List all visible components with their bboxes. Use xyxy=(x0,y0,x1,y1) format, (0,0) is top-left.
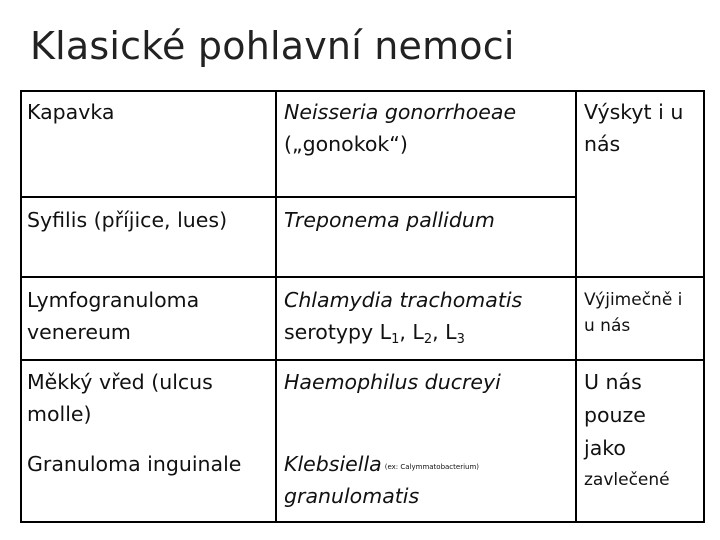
agent-haemophilus: Haemophilus ducreyi xyxy=(284,370,501,394)
occurrence-common-line2: nás xyxy=(584,132,621,156)
agent-neisseria: Neisseria gonorrhoeae xyxy=(284,100,517,124)
agent-chlamydia-serotypes: serotypy $L_1$, $L_2$, $L_3$ xyxy=(284,320,465,347)
disease-chancroid-line2: molle) xyxy=(27,402,92,426)
disease-granuloma-inguinale: Granuloma inguinale xyxy=(27,452,242,476)
disease-lymphogranuloma-line1: Lymfogranuloma xyxy=(27,288,200,312)
table-divider-row2 xyxy=(20,276,705,278)
page-title: Klasické pohlavní nemoci xyxy=(30,24,515,68)
table-divider-row1 xyxy=(20,196,577,198)
table-border-left xyxy=(20,90,22,523)
table-divider-row3 xyxy=(20,359,705,361)
disease-lymphogranuloma-line2: venereum xyxy=(27,320,131,344)
disease-chancroid-line1: Měkký vřed (ulcus xyxy=(27,370,213,394)
agent-klebsiella: Klebsiella (ex: Calymmatobacterium) xyxy=(284,452,480,476)
table-divider-col1 xyxy=(275,90,277,523)
agent-neisseria-alias: („gonokok“) xyxy=(284,132,408,156)
agent-klebsiella-species: granulomatis xyxy=(284,484,420,508)
table-border-top xyxy=(20,90,705,92)
occurrence-imported-line1: U nás xyxy=(584,370,642,394)
occurrence-imported-line2: pouze xyxy=(584,403,646,427)
occurrence-common-line1: Výskyt i u xyxy=(584,100,684,124)
occurrence-imported-line3: jako xyxy=(584,436,626,460)
agent-chlamydia: Chlamydia trachomatis xyxy=(284,288,523,312)
agent-klebsiella-note: (ex: Calymmatobacterium) xyxy=(384,463,480,471)
table-divider-col2 xyxy=(575,90,577,523)
occurrence-rare-line2: u nás xyxy=(584,316,631,336)
disease-syphilis: Syfilis (příjice, lues) xyxy=(27,208,228,232)
agent-treponema: Treponema pallidum xyxy=(284,208,495,232)
occurrence-imported-line4: zavlečené xyxy=(584,470,670,490)
occurrence-rare-line1: Výjimečně i xyxy=(584,290,683,310)
table-border-bottom xyxy=(20,521,705,523)
table-border-right xyxy=(703,90,705,523)
disease-gonorrhea: Kapavka xyxy=(27,100,115,124)
